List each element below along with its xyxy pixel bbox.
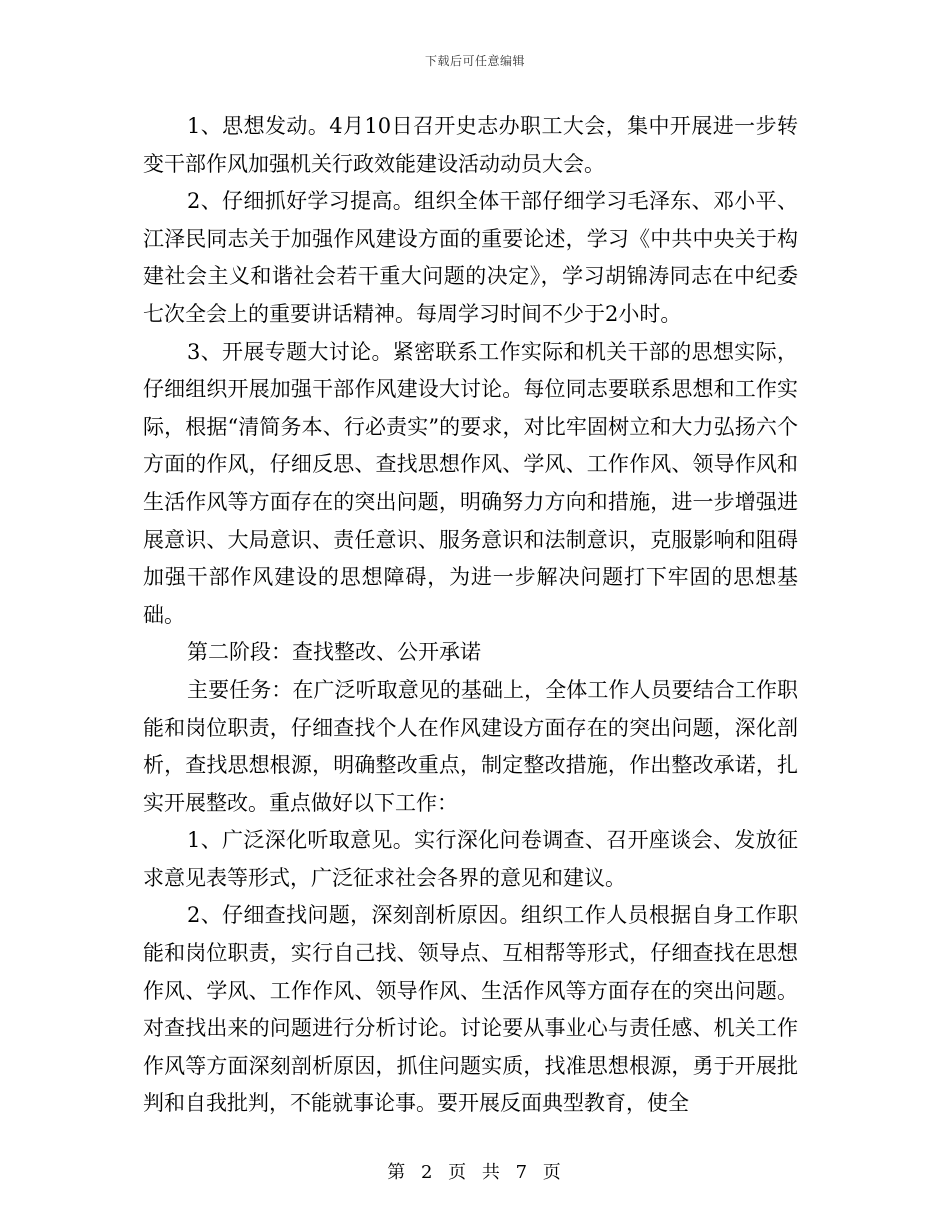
document-body [143,108,798,1123]
page-footer: 第 2 页 共 7 页 [387,1162,563,1183]
paragraph-item-3-discussion: 3、开展专题大讨论。紧密联系工作实际和机关干部的思想实际，仔细组织开展加强干部作风建设大讨论。每位同志要联系思想和工作实际，根据“清简务本、行必责实”的要求，对比牢固树立和大力弘扬六个方面的作风，仔细反思、查找思想作风、学风、工作作风、领导作风和生活作风等方面存在的突出问题，明确努力方向和措施，进一步增强进展意识、大局意识、责任意识、服务意识和法制意识，克服影响和阻碍加强干部作风建设的思想障碍，为进一步解决问题打下牢固的思想基础。 [143,339,798,627]
paragraph-item-1-mobilization: 1、思想发动。4月10日召开史志办职工大会，集中开展进一步转变干部作风加强机关行政效能建设活动动员大会。 [143,114,798,176]
paragraph-item-1-opinions: 1、广泛深化听取意见。实行深化问卷调查、召开座谈会、发放征求意见表等形式，广泛征求社会各界的意见和建议。 [143,828,798,890]
paragraph-main-tasks: 主要任务：在广泛听取意见的基础上，全体工作人员要结合工作职能和岗位职责，仔细查找个人在作风建设方面存在的突出问题，深化剖析，查找思想根源，明确整改重点，制定整改措施，作出整改承诺，扎实开展整改。重点做好以下工作： [143,677,798,815]
page-header: 下载后可任意编辑 [424,54,525,68]
paragraph-item-2-study: 2、仔细抓好学习提高。组织全体干部仔细学习毛泽东、邓小平、江泽民同志关于加强作风建设方面的重要论述，学习《中共中央关于构建社会主义和谐社会若干重大问题的决定》，学习胡锦涛同志在中纪委七次全会上的重要讲话精神。每周学习时间不少于2小时。 [143,189,798,326]
section-heading-stage-two: 第二阶段：查找整改、公开承诺 [187,640,481,665]
paragraph-item-2-problems: 2、仔细查找问题，深刻剖析原因。组织工作人员根据自身工作职能和岗位职责，实行自己找、领导点、互相帮等形式，仔细查找在思想作风、学风、工作作风、领导作风、生活作风等方面存在的突出问题。对查找出来的问题进行分析讨论。讨论要从事业心与责任感、机关工作作风等方面深刻剖析原因，抓住问题实质，找准思想根源，勇于开展批判和自我批判，不能就事论事。要开展反面典型教育，使全 [143,903,798,1116]
